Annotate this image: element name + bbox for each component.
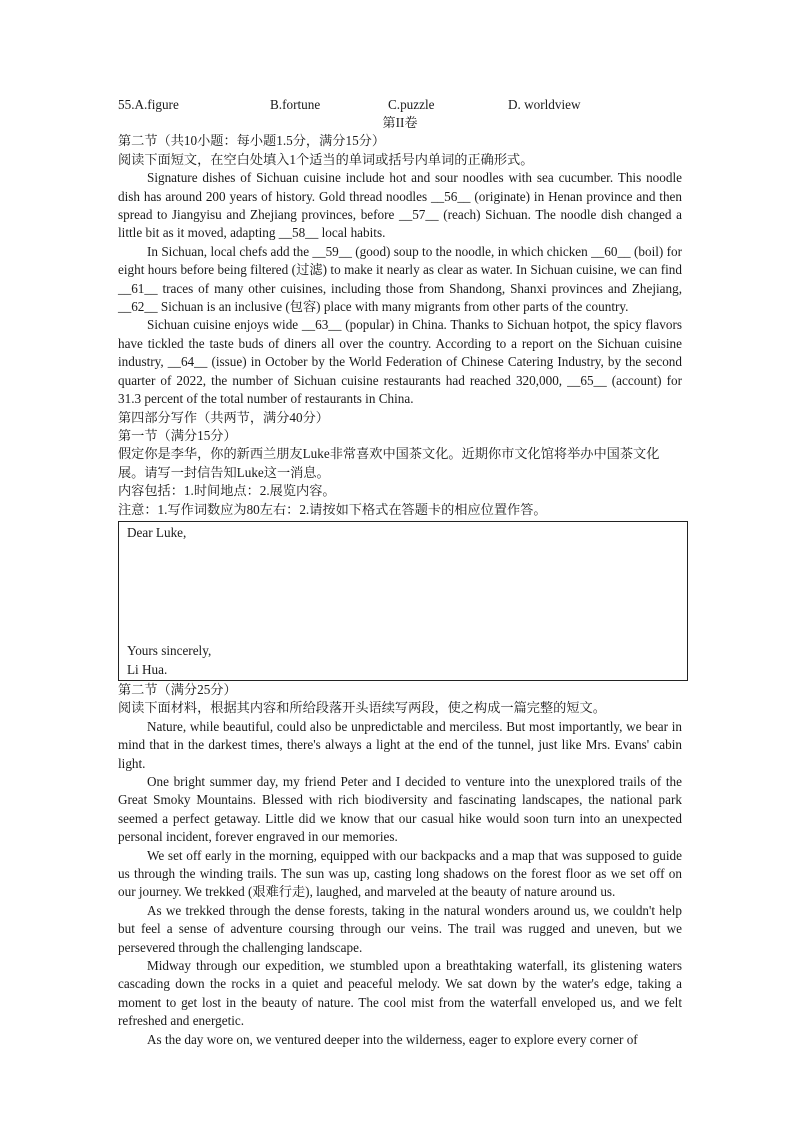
- story-paragraph-5: Midway through our expedition, we stumbled upon a breathtaking waterfall, its glistening waters cascading down the rocks in a quiet and peaceful melody. We sat down by the water's edge, taking a moment to get lost in the beauty of nature. The cool mist from the waterfall enveloped us, and we felt refreshed and energetic.: [118, 958, 682, 1029]
- option-d: D. worldview: [508, 97, 581, 112]
- section2-instruction: 阅读下面短文，在空白处填入1个适当的单词或括号内单词的正确形式。: [118, 151, 534, 167]
- option-b: B.fortune: [270, 97, 321, 112]
- letter-closing: Yours sincerely,: [127, 642, 212, 658]
- question-55-options: [118, 96, 682, 114]
- story-paragraph-4: As we trekked through the dense forests, taking in the natural wonders around us, we couldn't help but feel a sense of adventure coursing through our veins. The trail was rugged and uneven, but we persevered through the challenging landscape.: [118, 902, 682, 955]
- exam-page: [118, 96, 682, 1049]
- writing-section2-heading: 第二节（满分25分）: [118, 681, 237, 697]
- section2-heading: 第二节（共10小题：每小题1.5分，满分15分）: [118, 133, 386, 149]
- volume-title: 第II卷: [382, 115, 418, 130]
- writing-section1-heading: 第一节（满分15分）: [118, 427, 237, 443]
- story-paragraph-2: One bright summer day, my friend Peter and I decided to venture into the unexplored trails of the Great Smoky Mountains. Blessed with rich biodiversity and fascinating landscapes, the national park seemed a perfect getaway. Little did we know that our casual hike would soon turn into an unexpected personal incident, forever engraved in our memories.: [118, 773, 682, 845]
- letter-answer-box[interactable]: [118, 521, 688, 681]
- story-paragraph-1: Nature, while beautiful, could also be unpredictable and merciless. But most importantly, we bear in mind that in the darkest times, there's always a light at the end of the tunnel, just like Mrs. Evans' cabin light.: [118, 718, 682, 771]
- story-paragraph-3: We set off early in the morning, equipped with our backpacks and a map that was supposed to guide us through the winding trails. The sun was up, casting long shadows on the forest floor as we set off on our journey. We trekked (艰难行走), laughed, and marveled at the beauty of nature around us.: [118, 847, 682, 900]
- writing-section2-instruction: 阅读下面材料，根据其内容和所给段落开头语续写两段，使之构成一篇完整的短文。: [118, 700, 606, 716]
- part4-heading: 第四部分写作（共两节，满分40分）: [118, 409, 329, 425]
- writing-section1-content: 内容包括：1.时间地点：2.展览内容。: [118, 483, 336, 499]
- passage-paragraph-1: Signature dishes of Sichuan cuisine include hot and sour noodles with sea cucumber. This noodle dish has around 200 years of history. Gold thread noodles __56__ (originate) in Henan province and then spread to Jiangyisu and Zhejiang provinces, before __57__ (reach) Sichuan. The noodle dish changed a little bit as it moved, adapting __58__ local habits.: [118, 170, 682, 241]
- writing-section1-note: 注意：1.写作词数应为80左右：2.请按如下格式在答题卡的相应位置作答。: [118, 501, 547, 517]
- letter-greeting: Dear Luke,: [127, 524, 187, 540]
- story-paragraph-6: As the day wore on, we ventured deeper into the wilderness, eager to explore every corner of: [147, 1031, 638, 1047]
- passage-paragraph-3: Sichuan cuisine enjoys wide __63__ (popular) in China. Thanks to Sichuan hotpot, the spicy flavors have tickled the taste buds of diners all over the country. According to a report on the Sichuan cuisine industry, __64__ (issue) in October by the World Federation of Chinese Catering Industry, by the second quarter of 2022, the number of Sichuan cuisine restaurants had reached 320,000, __65__ (account) for 31.3 percent of the total number of restaurants in China.: [118, 317, 682, 407]
- writing-section1-prompt: 假定你是李华，你的新西兰朋友Luke非常喜欢中国茶文化。近期你市文化馆将举办中国茶文化展。请写一封信告知Luke这一消息。: [118, 446, 660, 480]
- option-c: C.puzzle: [388, 97, 435, 112]
- option-a: 55.A.figure: [118, 97, 179, 112]
- passage-paragraph-2: In Sichuan, local chefs add the __59__ (good) soup to the noodle, in which chicken __60__ (boil) for eight hours before being filtered (过滤) to make it nearly as clear as water. In Sichuan cuisine, we can find __61__ traces of many other cuisines, including those from Shandong, Shanxi provinces and Zhejiang, __62__ Sichuan is an inclusive (包容) place with many migrants from other parts of the country.: [118, 243, 682, 315]
- letter-signature: Li Hua.: [127, 661, 168, 677]
